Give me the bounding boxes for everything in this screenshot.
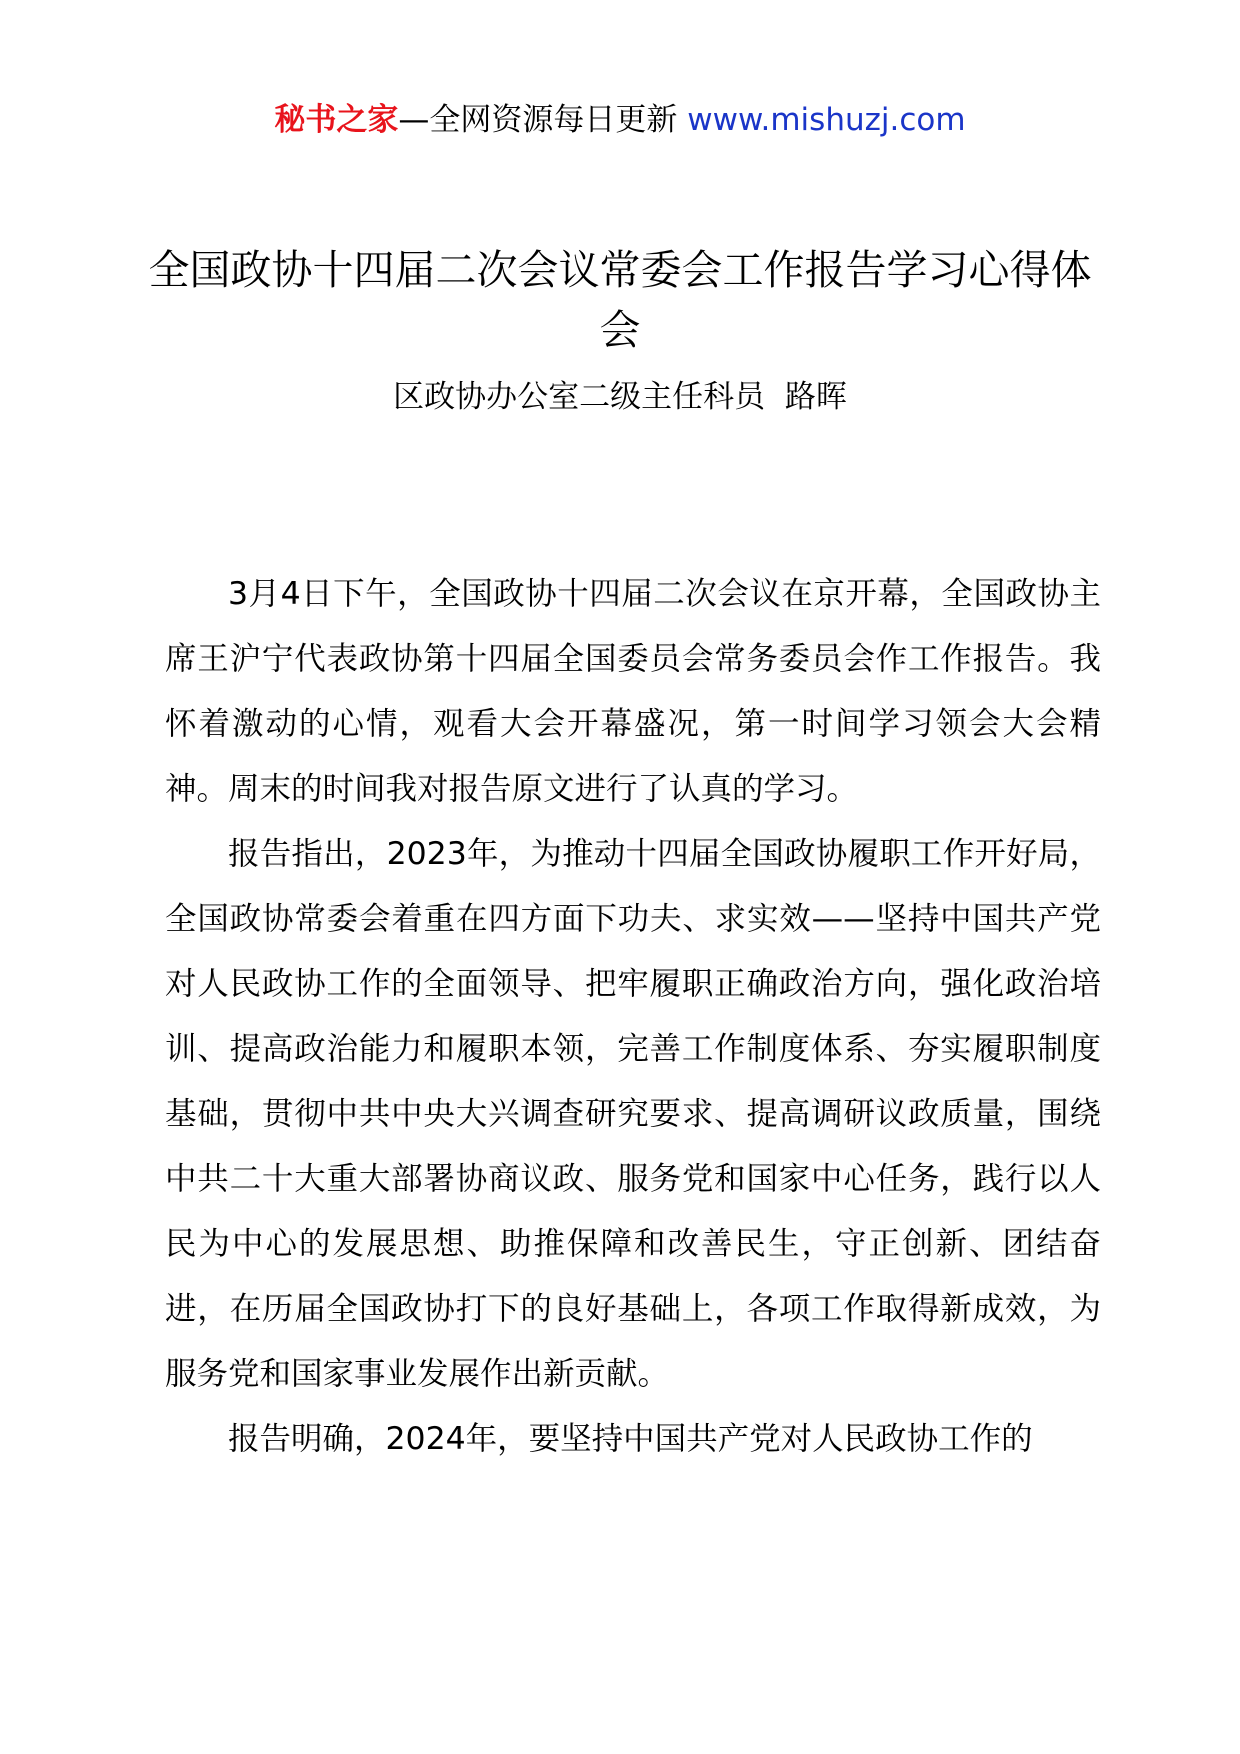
site-slogan: —全网资源每日更新 xyxy=(398,102,688,138)
document-title: 全国政协十四届二次会议常委会工作报告学习心得体会 xyxy=(148,246,1092,354)
site-url-link[interactable]: www.mishuzj.com xyxy=(687,102,966,138)
body-paragraph: 报告明确，2024年，要坚持中国共产党对人民政协工作的 xyxy=(228,1421,1033,1457)
body-paragraph: 报告指出，2023年，为推动十四届全国政协履职工作开好局，全国政协常委会着重在四方面下功夫、求实效——坚持中国共产党对人民政协工作的全面领导、把牢履职正确政治方向，强化政治培训、提高政治能力和履职本领，完善工作制度体系、夯实履职制度基础，贯彻中共中央大兴调查研究要求、提高调研议政质量，围绕中共二十大重大部署协商议政、服务党和国家中心任务，践行以人民为中心的发展思想、助推保障和改善民生，守正创新、团结奋进，在历届全国政协打下的良好基础上，各项工作取得新成效，为服务党和国家事业发展作出新贡献。 xyxy=(165,836,1101,1392)
site-header xyxy=(0,100,1240,140)
document-author: 区政协办公室二级主任科员 路晖 xyxy=(393,379,847,415)
body-paragraph: 3月4日下午，全国政协十四届二次会议在京开幕，全国政协主席王沪宁代表政协第十四届全国委员会常务委员会作工作报告。我怀着激动的心情，观看大会开幕盛况，第一时间学习领会大会精神。周末的时间我对报告原文进行了认真的学习。 xyxy=(165,576,1101,807)
document-body xyxy=(165,562,1101,1472)
site-brand: 秘书之家 xyxy=(274,102,399,138)
